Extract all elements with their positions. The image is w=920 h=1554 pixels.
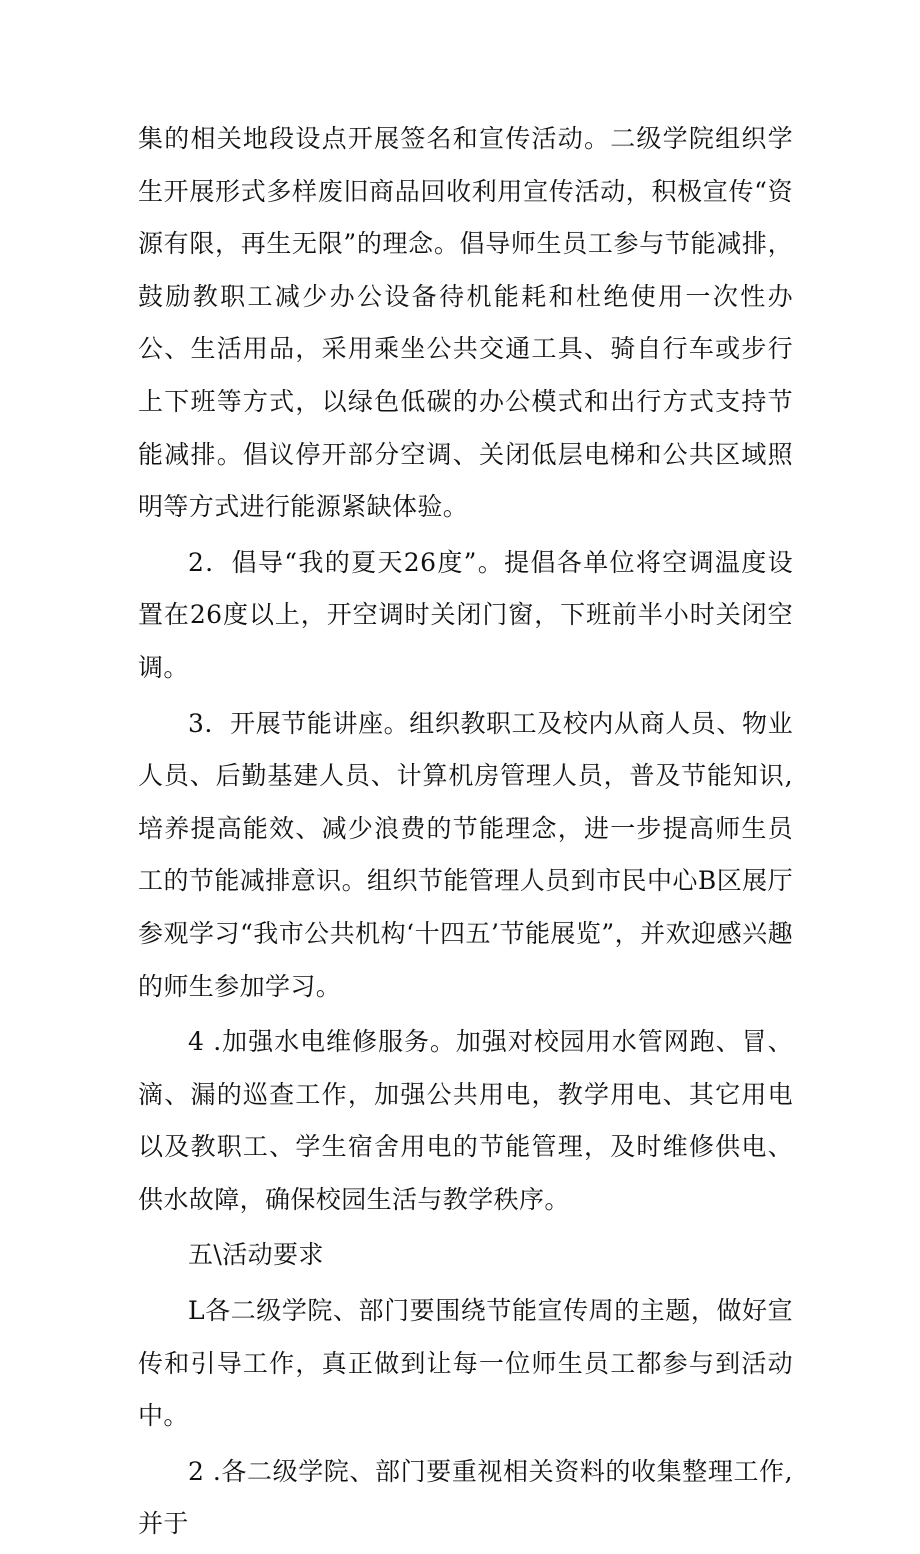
document-body: [138, 113, 793, 1554]
paragraph-requirement-2: 2 .各二级学院、部门要重视相关资料的收集整理工作,并于: [138, 1456, 793, 1539]
paragraph-requirement-1: L各二级学院、部门要围绕节能宣传周的主题，做好宣传和引导工作，真正做到让每一位师生员工都参与到活动中。: [138, 1296, 793, 1431]
paragraph-continuation: 集的相关地段设点开展签名和宣传活动。二级学院组织学生开展形式多样废旧商品回收利用宣传活动，积极宣传“资源有限，再生无限”的理念。倡导师生员工参与节能减排，鼓励教职工减少办公设备待机能耗和杜绝使用一次性办公、生活用品，采用乘坐公共交通工具、骑自行车或步行上下班等方式，以绿色低碳的办公模式和出行方式支持节能减排。倡议停开部分空调、关闭低层电梯和公共区域照明等方式进行能源紧缺体验。: [138, 124, 793, 522]
paragraph-item-2-summer-26-degrees: 2．倡导“我的夏天26度”。提倡各单位将空调温度设置在26度以上，开空调时关闭门窗，下班前半小时关闭空调。: [138, 547, 793, 682]
paragraph-item-3-energy-lecture: 3．开展节能讲座。组织教职工及校内从商人员、物业人员、后勤基建人员、计算机房管理人员，普及节能知识,培养提高能效、减少浪费的节能理念，进一步提高师生员工的节能减排意识。组织节能管理人员到市民中心B区展厅参观学习“我市公共机构‘十四五’节能展览”，并欢迎感兴趣的师生参加学习。: [138, 708, 793, 1001]
section-heading-activity-requirements: 五\活动要求: [188, 1240, 324, 1270]
paragraph-item-4-maintenance-service: 4 .加强水电维修服务。加强对校园用水管网跑、冒、滴、漏的巡查工作，加强公共用电，教学用电、其它用电以及教职工、学生宿舍用电的节能管理，及时维修供电、供水故障，确保校园生活与教学秩序。: [138, 1027, 793, 1214]
